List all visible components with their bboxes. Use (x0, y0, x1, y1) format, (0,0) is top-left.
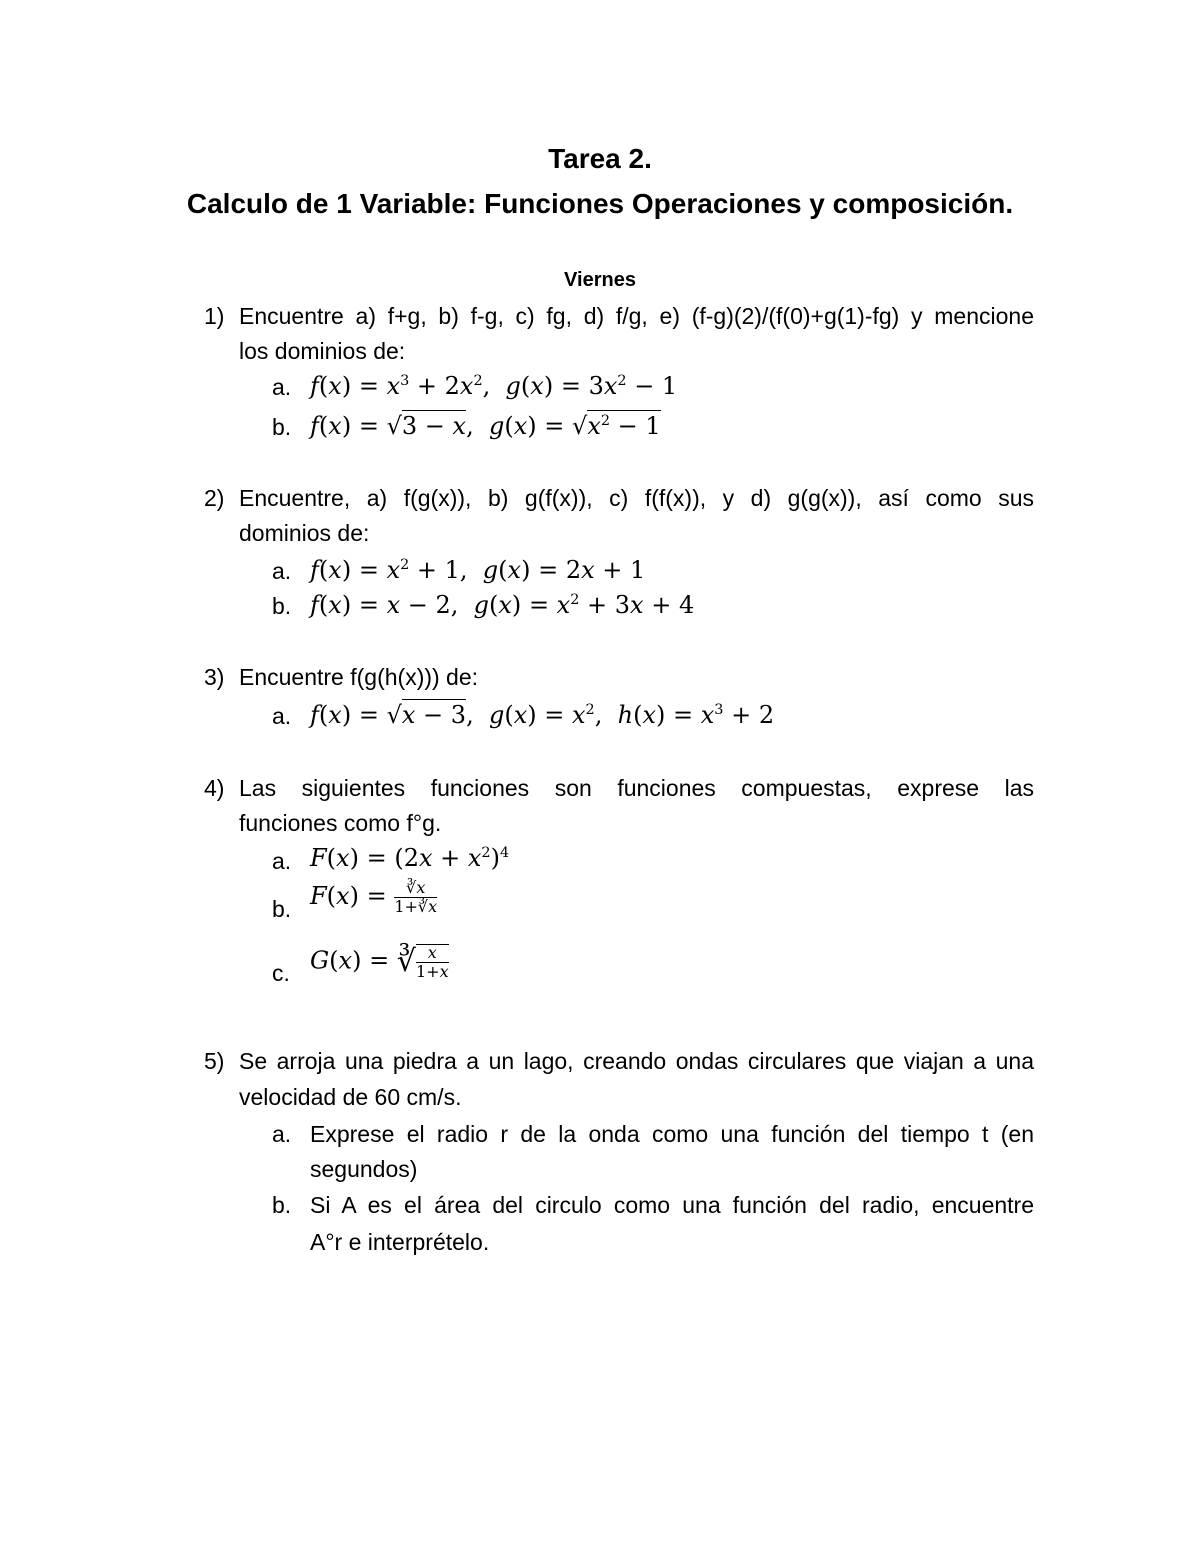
question-4c-label: c. (272, 960, 290, 986)
question-5-prompt-cont: velocidad de 60 cm/s. (239, 1084, 462, 1110)
question-4b-equation: F(x) = $\frac{∛x}{1+∛x}$ (310, 878, 438, 916)
question-3-number: 3) (204, 664, 225, 690)
question-4-number: 4) (204, 775, 225, 801)
question-4a-equation: $F(x) = (2x + x^2)^4$ (310, 844, 510, 872)
question-1b-label: b. (272, 414, 292, 440)
question-2-prompt-cont: dominios de: (239, 520, 370, 546)
question-5-number: 5) (204, 1048, 225, 1074)
question-3a-equation: f(x) = √x − 3, $g(x) = x^2$, $h(x) = x^3 + 2$ (310, 701, 775, 729)
question-5b-text-cont: A°r e interprételo. (310, 1229, 490, 1255)
question-3-prompt: Encuentre f(g(h(x))) de: (239, 664, 479, 690)
question-5a-label: a. (272, 1121, 292, 1147)
question-1a-label: a. (272, 374, 292, 400)
question-4-prompt: Las siguientes funciones son funciones compuestas, exprese las (239, 775, 1034, 801)
question-5a-text: Exprese el radio r de la onda como una función del tiempo t (en (310, 1121, 1034, 1147)
question-5b-label: b. (272, 1192, 292, 1218)
question-1b-equation: f(x) = √3 − x, $g(x) = √x^2 - 1$ (310, 412, 661, 440)
question-1a-equation: $f(x) = x^3 + 2x^2$, $g(x) = 3x^2 - 1$ (310, 372, 678, 400)
day-label: Viernes (564, 269, 636, 291)
question-2-number: 2) (204, 485, 225, 511)
question-2a-label: a. (272, 558, 292, 584)
question-4-prompt-cont: funciones como f°g. (239, 810, 442, 836)
question-4a-label: a. (272, 848, 292, 874)
question-2b-label: b. (272, 593, 292, 619)
document-subtitle: Calculo de 1 Variable: Funciones Operaciones y composición. (186, 188, 1014, 219)
question-5b-text: Si A es el área del circulo como una función del radio, encuentre (310, 1192, 1034, 1218)
question-1-prompt-cont: los dominios de: (239, 338, 406, 364)
question-2b-equation: f(x) = x − 2, $g(x) = x^2 + 3x + 4$ (310, 591, 695, 619)
question-1-number: 1) (204, 303, 225, 329)
question-3a-label: a. (272, 703, 292, 729)
question-2a-equation: $f(x) = x^2 + 1$, g(x) = 2x + 1 (310, 556, 646, 584)
question-5-prompt: Se arroja una piedra a un lago, creando ondas circulares que viajan a una (239, 1048, 1034, 1074)
question-5a-text-cont: segundos) (310, 1156, 418, 1182)
question-2-prompt: Encuentre, a) f(g(x)), b) g(f(x)), c) f(f(x)), y d) g(g(x)), así como sus (239, 485, 1034, 511)
question-4b-label: b. (272, 896, 292, 922)
question-1-prompt: Encuentre a) f+g, b) f-g, c) fg, d) f/g, e) (f-g)(2)/(f(0)+g(1)-fg) y mencione (239, 303, 1034, 329)
page-title: Tarea 2. (548, 143, 652, 174)
question-4c-equation: G(x) = ∛ $\frac{x}{1+x}$ (310, 943, 449, 981)
